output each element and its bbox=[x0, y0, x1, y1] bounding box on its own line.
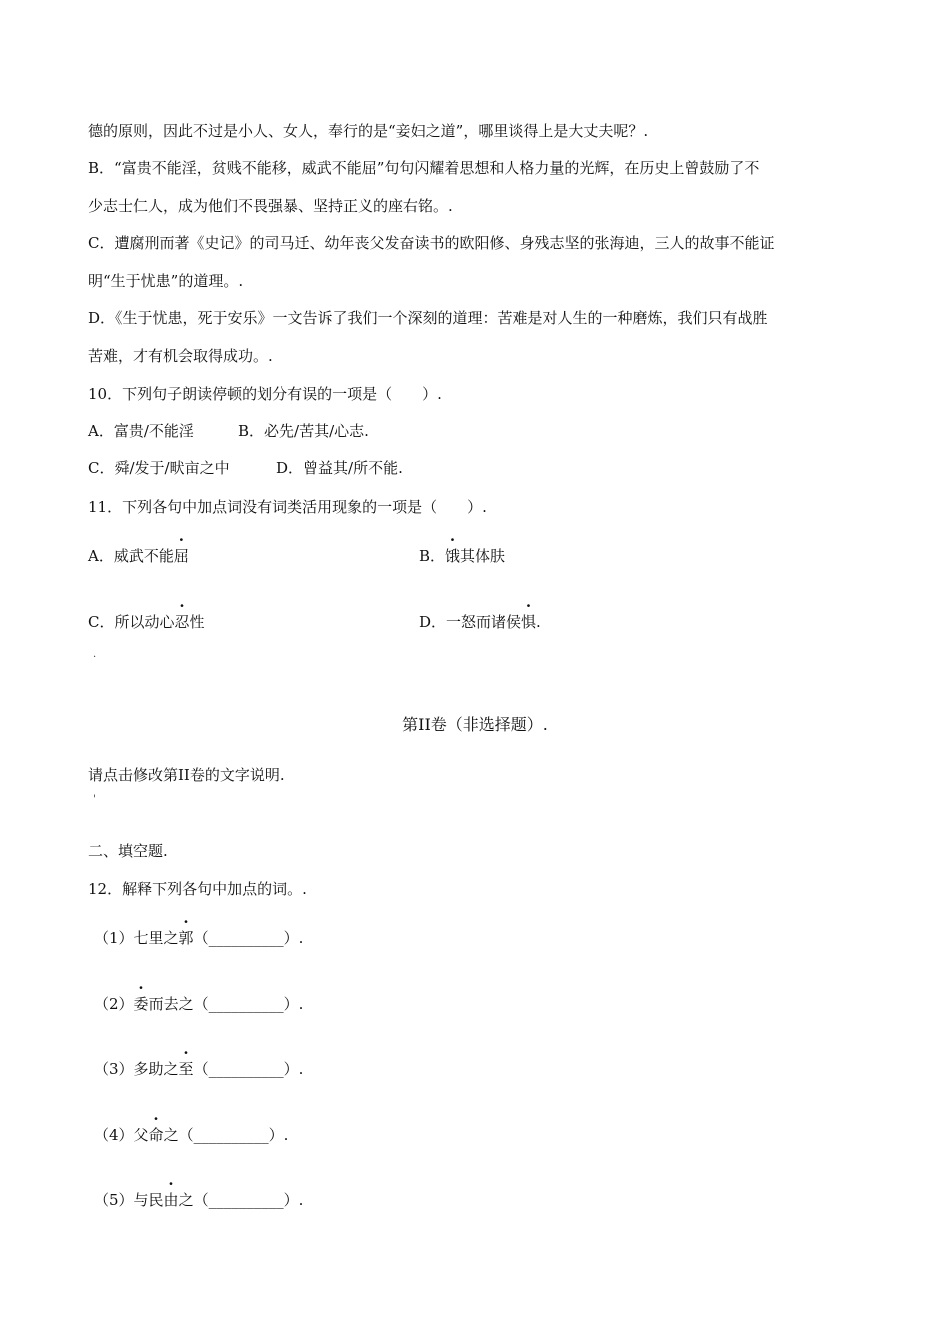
q12-item-dotted-word: 由 bbox=[163, 1191, 179, 1209]
q12-item-dotted-word: 委 bbox=[133, 995, 149, 1013]
q11-d-prefix: D．一怒而诸侯 bbox=[419, 613, 522, 631]
section-fill-blank-heading: 二、填空题. bbox=[88, 842, 168, 860]
q12-answer-blank[interactable]: （__________）. bbox=[193, 929, 304, 947]
q12-item-prefix: （3）多助之 bbox=[94, 1060, 179, 1078]
q12-item-1 bbox=[94, 928, 303, 948]
q10-stem: 10．下列句子朗读停顿的划分有误的一项是（ ）. bbox=[88, 385, 442, 403]
q9-option-b-line1: B．“富贵不能淫，贫贱不能移，威武不能屈”句句闪耀着思想和人格力量的光辉，在历史上曾鼓励了不 bbox=[88, 159, 760, 177]
q12-item-5 bbox=[94, 1190, 303, 1210]
q12-answer-blank[interactable]: （__________）. bbox=[193, 995, 304, 1013]
q11-stem: 11．下列各句中加点词没有词类活用现象的一项是（ ）. bbox=[88, 498, 487, 516]
q11-c-prefix: C．所以动心 bbox=[88, 613, 175, 631]
q11-b-suffix: 其体肤 bbox=[460, 547, 506, 565]
q9-option-b-line2: 少志士仁人，成为他们不畏强暴、坚持正义的座右铭。. bbox=[88, 197, 453, 215]
q12-item-3 bbox=[94, 1059, 303, 1079]
q10-option-b: B．必先/苦其/心志. bbox=[238, 422, 369, 440]
q12-item-suffix: 之 bbox=[163, 1126, 179, 1144]
q12-answer-blank[interactable]: （__________）. bbox=[178, 1126, 289, 1144]
q9-option-d-line1: D．《生于忧患，死于安乐》一文告诉了我们一个深刻的道理：苦难是对人生的一种磨炼，我们只有战胜 bbox=[88, 309, 768, 327]
q12-item-suffix: 之 bbox=[178, 1191, 194, 1209]
q12-answer-blank[interactable]: （__________）. bbox=[193, 1060, 304, 1078]
q12-item-dotted-word: 命 bbox=[148, 1126, 164, 1144]
q11-b-dotted-word: 饿 bbox=[445, 547, 461, 565]
q12-item-prefix: （2） bbox=[94, 995, 134, 1013]
q12-item-prefix: （4）父 bbox=[94, 1126, 149, 1144]
q11-option-b bbox=[419, 546, 505, 566]
q11-trailing-mark: . bbox=[93, 649, 97, 660]
part2-note: 请点击修改第II卷的文字说明. bbox=[88, 766, 285, 784]
q12-item-prefix: （5）与民 bbox=[94, 1191, 164, 1209]
q11-b-prefix: B． bbox=[419, 547, 446, 565]
q12-item-dotted-word: 至 bbox=[178, 1060, 194, 1078]
part2-note-mark: ' bbox=[93, 794, 96, 805]
q10-option-d: D．曾益其/所不能. bbox=[276, 459, 403, 477]
q11-option-a bbox=[88, 546, 189, 566]
q11-option-d bbox=[419, 612, 541, 632]
q10-option-c: C．舜/发于/畎亩之中 bbox=[88, 459, 230, 477]
part2-title: 第II卷（非选择题）. bbox=[402, 715, 548, 734]
q12-item-prefix: （1）七里之 bbox=[94, 929, 179, 947]
q11-d-dotted-word: 惧 bbox=[521, 613, 537, 631]
q11-a-dotted-word: 屈 bbox=[173, 547, 189, 565]
q12-stem: 12．解释下列各句中加点的词。. bbox=[88, 880, 307, 898]
q9-option-c-line1: C．遭腐刑而著《史记》的司马迁、幼年丧父发奋读书的欧阳修、身残志坚的张海迪，三人的故事不能证 bbox=[88, 234, 775, 252]
q12-item-4 bbox=[94, 1125, 288, 1145]
q12-answer-blank[interactable]: （__________）. bbox=[193, 1191, 304, 1209]
q9-option-a-continuation: 德的原则，因此不过是小人、女人，奉行的是“妾妇之道”，哪里谈得上是大丈夫呢？. bbox=[88, 122, 649, 140]
q12-item-dotted-word: 郭 bbox=[178, 929, 194, 947]
q11-d-suffix: . bbox=[536, 613, 541, 631]
q9-option-c-line2: 明“生于忧患”的道理。. bbox=[88, 272, 244, 290]
q12-item-2 bbox=[94, 994, 303, 1014]
q11-c-dotted-word: 忍 bbox=[174, 613, 190, 631]
q10-option-a: A．富贵/不能淫 bbox=[88, 422, 194, 440]
q11-c-suffix: 性 bbox=[189, 613, 205, 631]
q11-a-prefix: A．威武不能 bbox=[88, 547, 174, 565]
q12-item-suffix: 而去之 bbox=[148, 995, 194, 1013]
q9-option-d-line2: 苦难，才有机会取得成功。. bbox=[88, 347, 273, 365]
q11-option-c bbox=[88, 612, 205, 632]
